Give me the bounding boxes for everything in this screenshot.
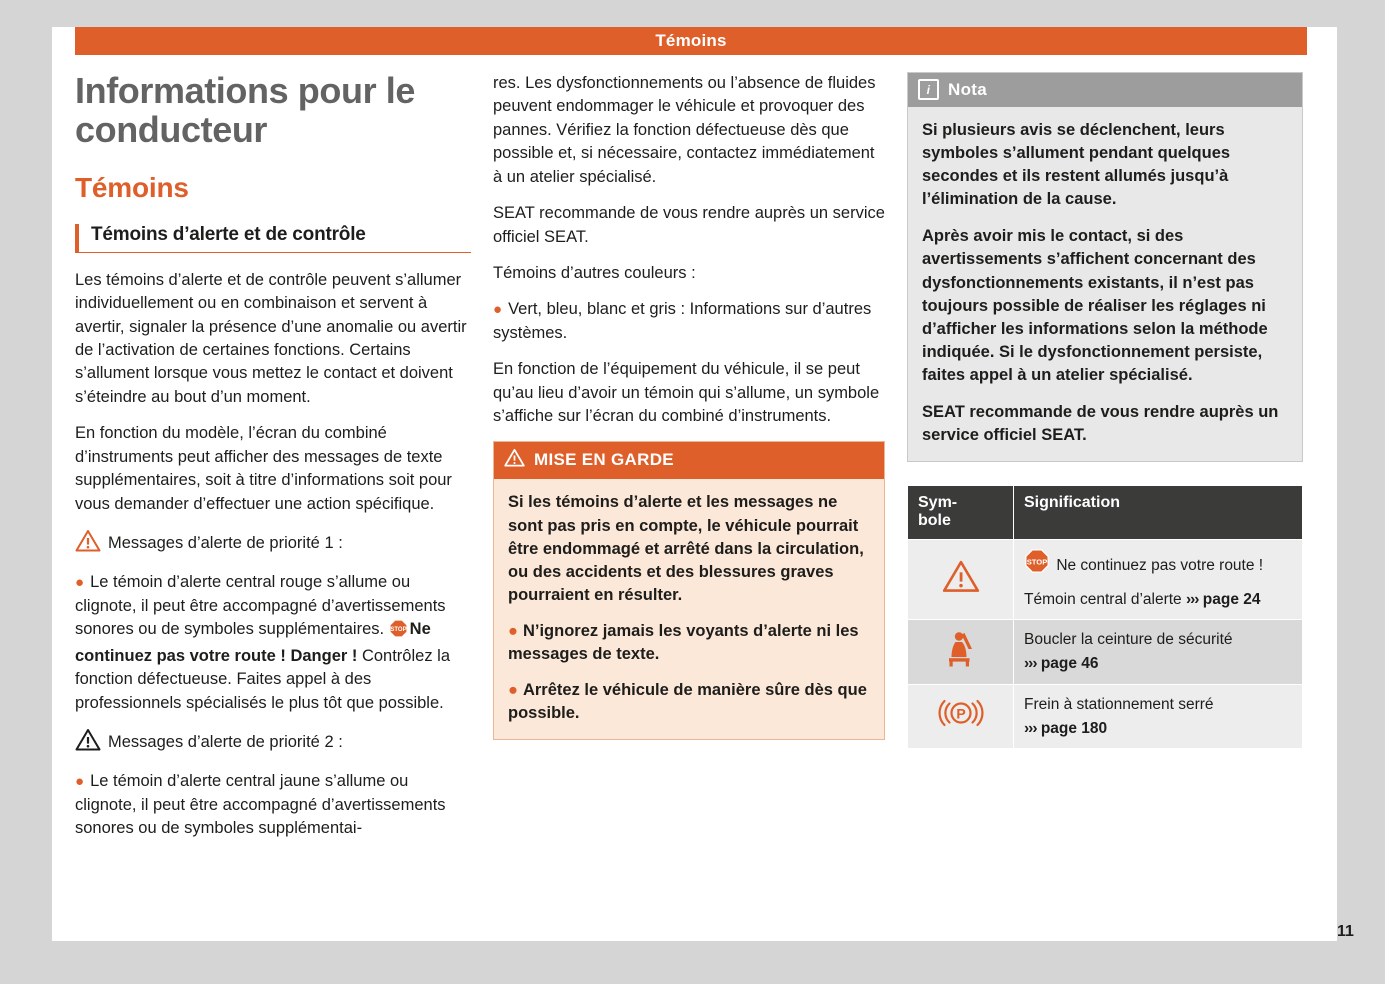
priority-2-bullet-text: Le témoin d’alerte central jaune s’allume ou clignote, il peut être accompagné d’avertissements sonores ou de symboles supplémentai- <box>75 772 446 838</box>
priority-1-bullet-text-1: Le témoin d’alerte central rouge s’allume ou clignote, il peut être accompagné d’avertissements sonores ou de symboles supplémentaires. <box>75 573 446 639</box>
table-row <box>908 619 1303 684</box>
page-reference-label: page 180 <box>1040 720 1108 738</box>
priority-1-bullet-text-2: Contrôlez la fonction défectueuse. Faites appel à des professionnels spécialisés le plus tôt que possible. <box>75 646 451 712</box>
paragraph-intro-1: Les témoins d’alerte et de contrôle peuvent s’allumer individuellement ou en combinaison et servent à avertir, signaler la présence d’une anomalie ou avertir de l’activation de certaines fonctions. Certains s’allument lorsque vous mettez le contact et doivent s’éteindre au bout d’un moment. <box>75 270 467 406</box>
warning-callout-title: MISE EN GARDE <box>534 450 674 470</box>
nota-paragraph-2: Après avoir mis le contact, si des avertissements s’affichent concernant des dysfonctionnements existants, il n’est pas toujours possible de réaliser les réglages ni d’afficher les informations selon la méthode indiquée. Si le dysfonctionnement persiste, faites appel à un atelier spécialisé. <box>922 227 1268 384</box>
meaning-text-1: Boucler la ceinture de sécurité <box>1024 630 1233 648</box>
meaning-line-2 <box>1024 718 1292 739</box>
page-reference[interactable] <box>1024 720 1107 737</box>
meaning-cell-parking-brake <box>1014 684 1303 749</box>
priority-2-label: Messages d’alerte de priorité 2 : <box>108 733 343 752</box>
chevron-right-icon: ››› <box>1024 655 1037 673</box>
meaning-line-1 <box>1024 549 1292 579</box>
paragraph-intro-2: En fonction du modèle, l’écran du combiné d’instruments peut afficher des messages de texte supplémentaires, soit à titre d’informations soit pour vous demander d’effectuer une action spécifique. <box>75 424 452 513</box>
middle-column <box>493 72 885 854</box>
priority-2-label-row <box>75 728 471 758</box>
chevron-right-icon: ››› <box>1185 590 1199 608</box>
nota-callout-box <box>907 72 1303 462</box>
priority-2-bullet <box>75 770 471 840</box>
table-header-row <box>908 486 1303 540</box>
section-title: Témoins <box>75 171 189 203</box>
bullet-dot-icon: ● <box>75 773 85 791</box>
svg-text:P: P <box>955 705 966 722</box>
running-head <box>75 27 1307 55</box>
bullet-dot-icon: ● <box>508 681 518 700</box>
priority-1-bullet-bold: Ne continuez pas votre route ! Danger ! <box>75 620 431 665</box>
right-column <box>907 72 1303 854</box>
nota-paragraph-3: SEAT recommande de vous rendre auprès un service officiel SEAT. <box>922 403 1279 445</box>
page-number: 11 <box>1337 923 1354 940</box>
meaning-text-2: Témoin central d’alerte <box>1024 590 1182 608</box>
table-row <box>908 684 1303 749</box>
mid-paragraph-4: En fonction de l’équipement du véhicule, il se peut qu’au lieu d’avoir un témoin qui s’allume, un symbole s’affiche sur l’écran du combiné d’instruments. <box>493 360 880 426</box>
page-title: Informations pour le conducteur <box>75 70 416 150</box>
meaning-line-1 <box>1024 629 1292 650</box>
warning-triangle-dark-icon <box>75 728 101 758</box>
symbol-meaning-table <box>907 485 1303 749</box>
mid-bullet-1 <box>493 298 885 345</box>
svg-text:STOP: STOP <box>1026 557 1048 567</box>
bullet-dot-icon: ● <box>493 301 503 319</box>
parking-brake-icon <box>937 705 985 734</box>
warning-callout-header <box>494 442 884 479</box>
subsection-title: Témoins d’alerte et de contrôle <box>91 223 366 245</box>
bullet-dot-icon: ● <box>75 574 85 592</box>
page-reference-label: page 46 <box>1040 655 1099 673</box>
running-head-title: Témoins <box>655 31 727 50</box>
table-header-symbol: Sym- bole <box>908 486 1014 540</box>
nota-paragraph-1: Si plusieurs avis se déclenchent, leurs symboles s’allument pendant quelques secondes et ils restent allumés jusqu’à l’élimination de la cause. <box>922 121 1231 209</box>
warning-bullet-1-text: N’ignorez jamais les voyants d’alerte ni les messages de texte. <box>508 621 859 664</box>
meaning-text-1: Frein à stationnement serré <box>1024 695 1214 713</box>
warning-triangle-icon <box>75 529 101 559</box>
svg-text:STOP: STOP <box>390 627 407 634</box>
meaning-line-2 <box>1024 589 1292 610</box>
table-header-meaning: Signification <box>1014 486 1303 540</box>
warning-bullet-2 <box>508 679 870 725</box>
info-icon: i <box>918 79 939 100</box>
meaning-line-1 <box>1024 694 1292 715</box>
stop-sign-icon <box>1025 549 1049 579</box>
symbol-cell-seatbelt <box>908 619 1014 684</box>
mid-paragraph-3: Témoins d’autres couleurs : <box>493 263 696 282</box>
symbol-cell-warning <box>908 540 1014 620</box>
subsection-header <box>75 224 471 253</box>
page-reference-label: page 24 <box>1202 590 1261 608</box>
warning-paragraph-1: Si les témoins d’alerte et les messages ne sont pas pris en compte, le véhicule pourrait être endommagé et arrêté dans la circulation, ou des accidents et des blessures graves pourraient en résulter. <box>508 493 864 604</box>
warning-bullet-1 <box>508 620 870 666</box>
seatbelt-icon <box>944 655 978 672</box>
nota-callout-body <box>908 107 1302 461</box>
warning-triangle-icon <box>942 580 980 597</box>
priority-1-label: Messages d’alerte de priorité 1 : <box>108 534 343 553</box>
page-reference[interactable] <box>1186 591 1261 608</box>
priority-1-bullet <box>75 571 471 715</box>
table-row <box>908 540 1303 620</box>
chevron-right-icon: ››› <box>1024 720 1037 738</box>
mid-paragraph-1: res. Les dysfonctionnements ou l’absence de fluides peuvent endommager le véhicule et provoquer des pannes. Vérifiez la fonction défectueuse dès que possible et, si nécessaire, contactez immédiatement à un atelier spécialisé. <box>493 74 876 186</box>
mid-bullet-1-text: Vert, bleu, blanc et gris : Informations sur d’autres systèmes. <box>493 300 872 342</box>
warning-bullet-2-text: Arrêtez le véhicule de manière sûre dès que possible. <box>508 681 867 723</box>
meaning-line-2 <box>1024 653 1292 674</box>
meaning-cell-seatbelt <box>1014 619 1303 684</box>
priority-1-label-row <box>75 529 471 559</box>
nota-callout-title: Nota <box>948 79 987 99</box>
bullet-dot-icon: ● <box>508 621 518 640</box>
content-columns <box>75 72 1307 854</box>
meaning-text-1: Ne continuez pas votre route ! <box>1056 557 1264 575</box>
nota-callout-header <box>908 73 1302 107</box>
warning-callout-box <box>493 441 885 740</box>
meaning-cell-warning <box>1014 540 1303 620</box>
warning-triangle-white-icon <box>504 448 525 472</box>
symbol-cell-parking-brake <box>908 684 1014 749</box>
page-reference[interactable] <box>1024 655 1099 672</box>
stop-sign-icon <box>390 620 407 644</box>
warning-callout-body <box>494 479 884 739</box>
left-column <box>75 72 471 854</box>
mid-paragraph-2: SEAT recommande de vous rendre auprès un service officiel SEAT. <box>493 204 885 246</box>
